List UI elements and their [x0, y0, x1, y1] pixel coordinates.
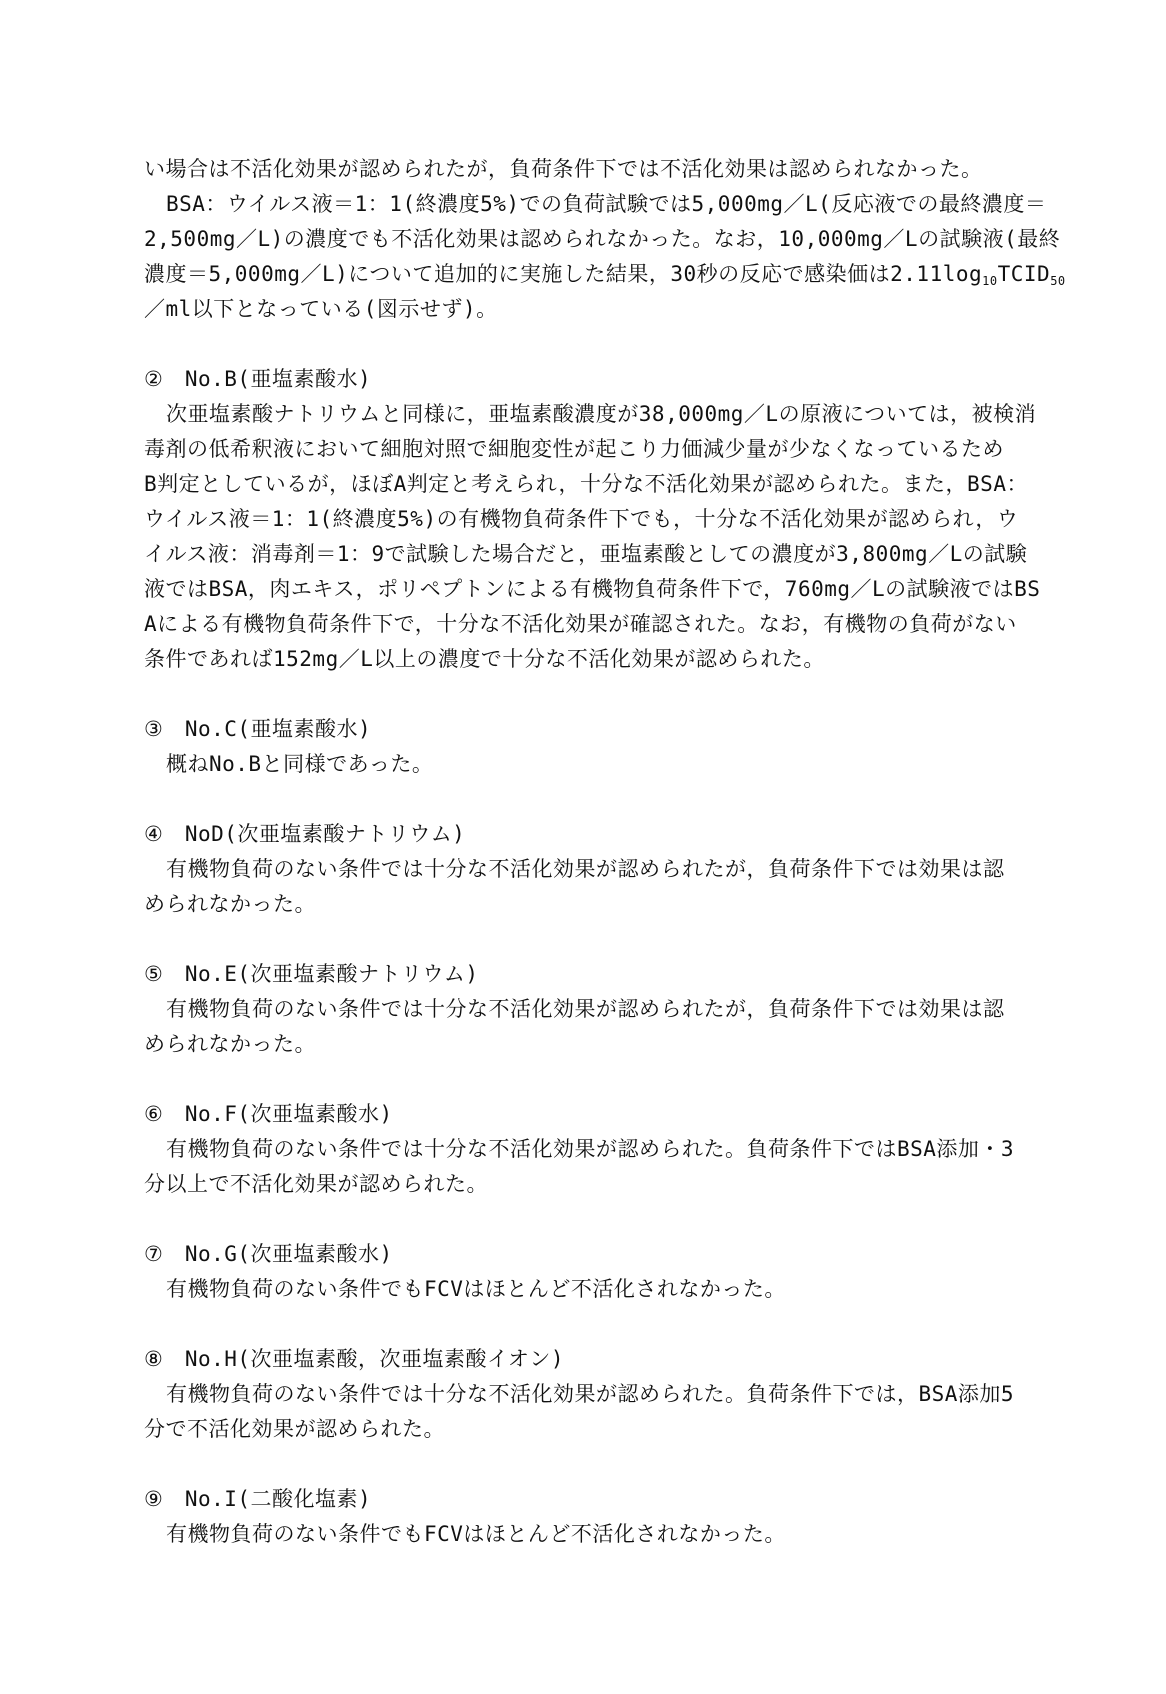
text-line: 分で不活化効果が認められた。 [144, 1417, 445, 1441]
document-page [144, 152, 1066, 1552]
section-spacer [144, 677, 1028, 712]
section-spacer [144, 327, 1028, 362]
section-no-b [144, 362, 1041, 677]
section-spacer [144, 1447, 1028, 1482]
text-line: 条件であれば152mg／L以上の濃度で十分な不活化効果が認められた。 [144, 647, 825, 671]
text-line: 液ではBSA，肉エキス，ポリペプトンによる有機物負荷条件下で，760mg／Lの試験液ではBS [144, 577, 1041, 601]
subscript: 10 [982, 274, 998, 288]
intro-paragraph [144, 152, 1066, 327]
text-line: い場合は不活化効果が認められたが，負荷条件下では不活化効果は認められなかった。 [144, 157, 983, 181]
text-line-with-subscripts [144, 257, 1066, 292]
section-spacer [144, 1307, 1028, 1342]
text-line: められなかった。 [144, 892, 316, 916]
section-no-i [144, 1482, 1028, 1552]
section-heading: ⑤ No.E(次亜塩素酸ナトリウム) [144, 962, 479, 986]
text-line: 毒剤の低希釈液において細胞対照で細胞変性が起こり力価減少量が少なくなっているため [144, 437, 1004, 461]
section-heading: ⑨ No.I(二酸化塩素) [144, 1487, 372, 1511]
text-line: ウイルス液＝1：1(終濃度5%)の有機物負荷条件下でも，十分な不活化効果が認められ，ウ [144, 507, 1019, 531]
section-heading: ⑧ No.H(次亜塩素酸，次亜塩素酸イオン) [144, 1347, 565, 1371]
section-no-e [144, 957, 1028, 1062]
section-heading: ④ NoD(次亜塩素酸ナトリウム) [144, 822, 466, 846]
text-line: イルス液：消毒剤＝1：9で試験した場合だと，亜塩素酸としての濃度が3,800mg／Lの試験 [144, 542, 1028, 566]
text-line: 分以上で不活化効果が認められた。 [144, 1172, 488, 1196]
section-spacer [144, 1202, 1028, 1237]
section-no-d [144, 817, 1028, 922]
section-no-h [144, 1342, 1028, 1447]
text-line: B判定としているが，ほぼA判定と考えられ，十分な不活化効果が認められた。また，BSA： [144, 472, 1028, 496]
section-heading: ⑦ No.G(次亜塩素酸水) [144, 1242, 393, 1266]
text-span: 濃度＝5,000mg／L)について追加的に実施した結果，30秒の反応で感染価は2.11log [144, 262, 983, 286]
text-line: められなかった。 [144, 1032, 316, 1056]
text-line: 有機物負荷のない条件では十分な不活化効果が認められた。負荷条件下ではBSA添加・3 [166, 1137, 1015, 1161]
section-spacer [144, 922, 1028, 957]
text-line: 次亜塩素酸ナトリウムと同様に，亜塩素酸濃度が38,000mg／Lの原液については，被検消 [166, 402, 1037, 426]
section-no-c [144, 712, 1028, 782]
text-line: 有機物負荷のない条件では十分な不活化効果が認められた。負荷条件下では，BSA添加5 [166, 1382, 1015, 1406]
section-heading: ⑥ No.F(次亜塩素酸水) [144, 1102, 393, 1126]
section-spacer [144, 782, 1028, 817]
text-line: 有機物負荷のない条件でもFCVはほとんど不活化されなかった。 [166, 1277, 786, 1301]
text-line: 有機物負荷のない条件でもFCVはほとんど不活化されなかった。 [166, 1522, 786, 1546]
text-line: 有機物負荷のない条件では十分な不活化効果が認められたが，負荷条件下では効果は認 [166, 857, 1005, 881]
section-no-f [144, 1097, 1028, 1202]
section-heading: ② No.B(亜塩素酸水) [144, 367, 372, 391]
section-spacer [144, 1062, 1028, 1097]
text-span: TCID [997, 262, 1051, 286]
section-heading: ③ No.C(亜塩素酸水) [144, 717, 372, 741]
text-line: ／ml以下となっている(図示せず)。 [144, 297, 498, 321]
text-line: BSA：ウイルス液＝1：1(終濃度5%)での負荷試験では5,000mg／L(反応液での最終濃度＝ [166, 192, 1047, 216]
text-line: Aによる有機物負荷条件下で，十分な不活化効果が確認された。なお，有機物の負荷がない [144, 612, 1017, 636]
section-no-g [144, 1237, 1028, 1307]
text-line: 概ねNo.Bと同様であった。 [166, 752, 434, 776]
subscript: 50 [1050, 274, 1066, 288]
text-line: 有機物負荷のない条件では十分な不活化効果が認められたが，負荷条件下では効果は認 [166, 997, 1005, 1021]
text-line: 2,500mg／L)の濃度でも不活化効果は認められなかった。なお，10,000mg／Lの試験液(最終 [144, 227, 1061, 251]
